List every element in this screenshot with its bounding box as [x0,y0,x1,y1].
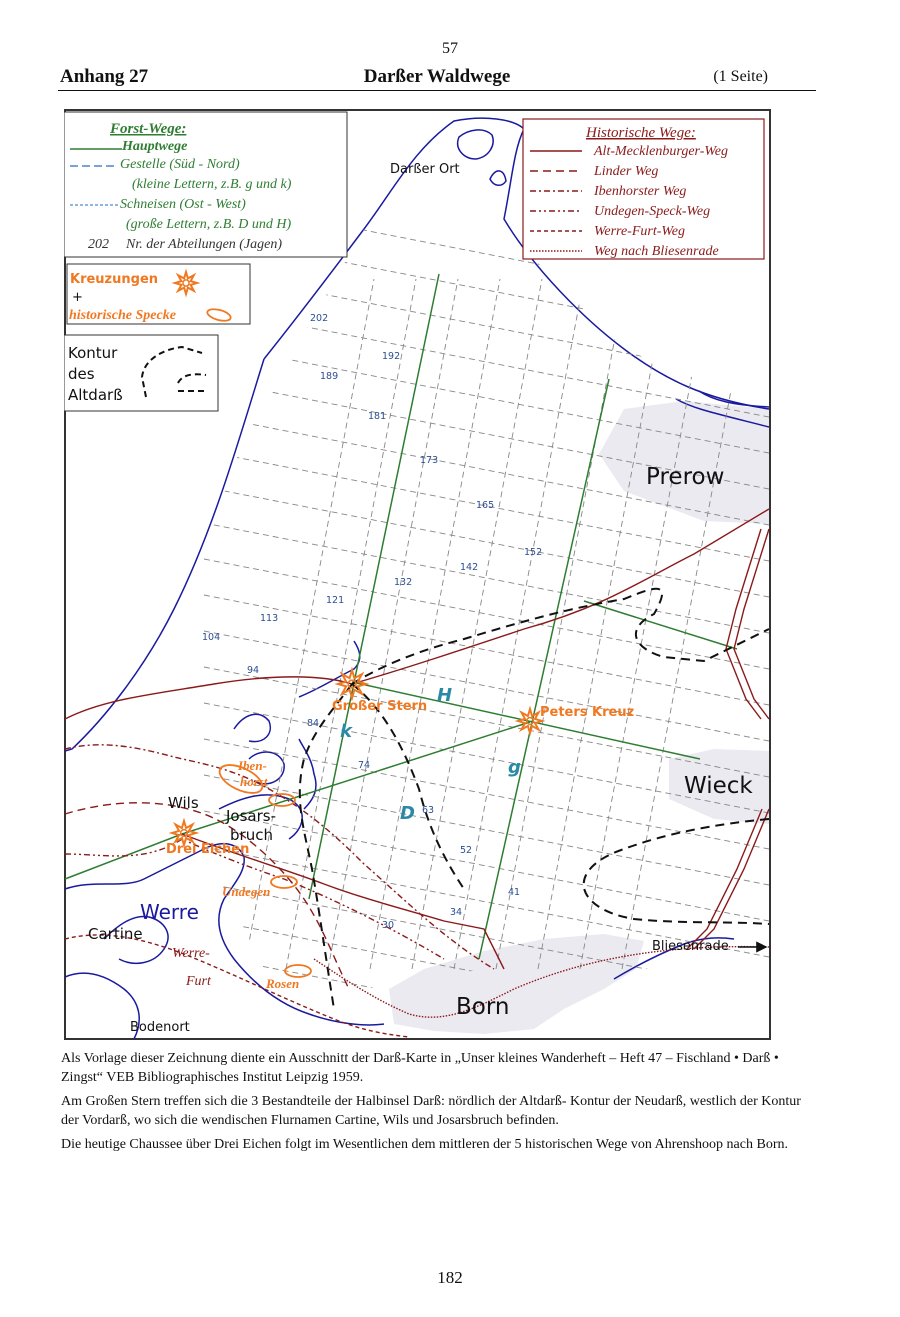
legend-historic-label: Weg nach Bliesenrade [594,244,719,259]
legend-forst-schneisen-note: (große Lettern, z.B. D und H) [126,217,292,232]
legend-forst-main: Hauptwege [122,139,188,154]
caption-p3: Die heutige Chaussee über Drei Eichen folgt im Wesentlichen dem mittleren der 5 historischen Wege von Ahrenshoop nach Born. [61,1137,788,1152]
jagen-number: 30 [382,920,395,931]
jagen-number: 121 [326,595,345,606]
jagen-number: 34 [450,907,463,918]
map-caption [61,1049,818,1159]
label-born: Born [456,994,510,1020]
label-rosen: Rosen [266,976,300,991]
legend-crossings [67,264,250,324]
label-wieck: Wieck [684,773,753,799]
jagen-number: 173 [420,455,439,466]
label-grosser-stern: Großer Stern [332,699,428,714]
legend-historic-label: Ibenhorster Weg [594,184,687,199]
legend-kontur [64,335,218,411]
label-josarsbruch-2: bruch [230,826,273,844]
jagen-number: 104 [202,632,221,643]
jagen-number: 84 [307,718,320,729]
page-number-top: 57 [442,40,458,57]
page-title: Darßer Waldwege [363,66,511,87]
caption-p2: Am Großen Stern treffen sich die 3 Bestandteile der Halbinsel Darß: nördlich der Altdarß- Kontur der Neudarß, westlich der Kontur der Vordarß, wo sich die wendischen Flurnamen Cartine, Wils und Josarsbruch befinden. [61,1094,801,1128]
legend-crossings-line2: historische Specke [69,308,176,323]
jagen-number: 132 [394,577,413,588]
legend-crossings-plus: + [72,290,83,305]
label-ibenhorst-2: horst [240,774,268,789]
legend-kontur-l1: Kontur [68,344,118,362]
label-bodenort: Bodenort [130,1020,190,1035]
label-wils: Wils [168,794,199,812]
jagen-number: 165 [476,500,495,511]
label-drei-eichen: Drei Eichen [166,842,250,857]
jagen-number: 52 [460,845,473,856]
legend-historic-title: Historische Wege: [586,125,696,141]
label-prerow: Prerow [646,464,725,490]
legend-forst-title: Forst-Wege: [110,121,187,137]
jagen-number: 189 [320,371,339,382]
legend-historic-label: Werre-Furt-Weg [594,224,685,239]
caption-p1: Als Vorlage dieser Zeichnung diente ein Ausschnitt der Darß-Karte in „Unser kleines Wanderheft – Heft 47 – Fischland • Darß • Zingst“ VEB Bibliographisches Institut Leipzig 1959. [61,1051,779,1085]
jagen-number: 41 [508,887,521,898]
legend-forst-abt-num: 202 [88,237,109,252]
label-josarsbruch-1: Josars- [226,807,277,825]
jagen-number: 181 [368,411,387,422]
label-ibenhorst-1: Iben- [238,758,267,773]
letter-d: D [400,803,415,824]
label-werre: Werre [140,900,199,924]
jagen-number: 94 [247,665,260,676]
legend-forst [64,112,347,257]
jagen-number: 192 [382,351,401,362]
page-header [58,66,816,91]
legend-historic-label: Undegen-Speck-Weg [594,204,711,219]
legend-forst-gestelle: Gestelle (Süd - Nord) [120,157,240,172]
label-darsser-ort: Darßer Ort [390,162,460,177]
appendix-label: Anhang 27 [60,66,149,87]
legend-kontur-l2: des [68,365,95,383]
legend-forst-gestelle-note: (kleine Lettern, z.B. g und k) [132,177,292,192]
label-cartine: Cartine [88,925,143,943]
jagen-number: 142 [460,562,479,573]
label-peters-kreuz: Peters Kreuz [540,705,635,720]
jagen-number: 152 [524,547,543,558]
page-number-bottom: 182 [437,1268,463,1287]
label-undegen: Undegen [222,884,271,899]
jagen-number: 113 [260,613,279,624]
label-werre-furt-1: Werre- [172,946,210,961]
letter-k: k [340,721,352,742]
legend-historic-label: Alt-Mecklenburger-Weg [594,144,728,159]
label-bliesenrade: Bliesenrade [652,939,729,954]
legend-crossings-line1: Kreuzungen [70,272,159,287]
page-count: (1 Seite) [713,68,768,85]
legend-historic-label: Linder Weg [594,164,659,179]
legend-kontur-l3: Altdarß [68,386,123,404]
jagen-number: 63 [422,805,435,816]
legend-forst-abt-text: Nr. der Abteilungen (Jagen) [126,237,283,252]
jagen-number: 74 [358,760,371,771]
label-werre-furt-2: Furt [186,974,211,989]
letter-h: H [437,685,453,706]
legend-forst-schneisen: Schneisen (Ost - West) [120,197,246,212]
legend-historic [523,119,764,259]
darss-map [64,109,772,1041]
letter-g: g [508,757,521,778]
jagen-number: 202 [310,313,329,324]
